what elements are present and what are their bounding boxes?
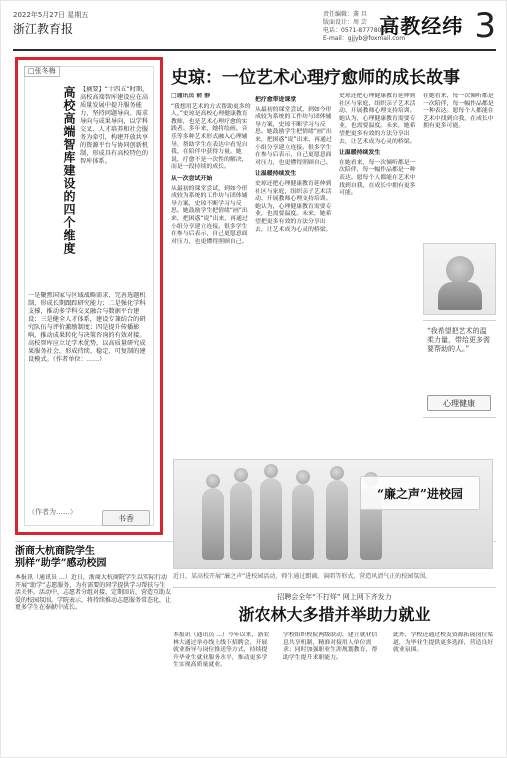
page-number: 3 [474,6,496,46]
masthead-right [376,6,496,49]
editor-line-4: E-mail：gjjyb@foxmail.com [323,35,406,42]
left-feature-stamp-text: 书香 [118,513,134,523]
left-feature-title: 高校高端智库建设的四个维度 [62,86,76,255]
masthead-paper-name: 浙江教育报 [13,22,74,36]
photo-caption: 近日，某高校开展“廉之声”进校园活动，师生通过朗诵、演唱等形式，营造风清气正的校园氛围。 [173,573,432,580]
left-feature-footer-note: （作者为……） [28,508,77,516]
main-col-2-text-2: 史琼还把心理健康教育延伸到社区与家庭，组织亲子艺术活动、开展教师心理支持培训。她认为，心理健康教育需要专业，也需要温度。未来，她希望把更多有效的方法分享出去，让艺术成为心灵的桥梁。 [255,180,332,233]
lower-right-col-3: 此外，学校还通过校友资源拓展岗位渠道，为毕业生提供更多选择，营造良好就业氛围。 [393,632,494,654]
portrait-image [423,243,496,315]
lower-right-kicker: 招聘会全年“不打烊” 网上网下齐发力 [277,593,392,601]
main-col-3-text: 史琼还把心理健康教育延伸到社区与家庭，组织亲子艺术活动、开展教师心理支持培训。她认为，心理健康教育需要专业，也需要温度。未来，她希望把更多有效的方法分享出去，让艺术成为心灵的桥梁。 [339,93,416,145]
left-feature-author-tag: □张冬梅 [24,66,60,77]
pull-quote-text: “我希望把艺术的温柔力量，带给更多需要帮助的人。” [427,327,490,353]
person-silhouette [202,488,224,560]
main-col-3-text-2: 在她看来，每一次倾听都是一次陪伴，每一幅作品都是一种表达。愿每个人都能在艺术中找到自我，在成长中拥有更多可能。 [339,159,416,197]
main-subhead-2: 把疗愈带进课堂 [255,97,297,103]
editor-line-1: 责任编辑：龚 旦 [323,11,367,18]
main-subhead-1: 从一次尝试开始 [171,175,213,182]
event-photo [173,459,493,569]
main-col-3 [339,93,419,427]
main-col-2-text: 从最初的课堂尝试，到如今形成较为系统的工作坊与团体辅导方案，史琼不断学习与反思。她鼓励学生把情绪“画”出来，把困惑“说”出来，再通过小组分享建立连接。很多学生在参与后表示，自己更愿意面对压力，也更懂得照顾自己。 [255,106,332,166]
main-article-headline: 史琼：一位艺术心理疗愈师的成长故事 [171,68,460,88]
main-col-1-text: “我想用艺术的方式帮助更多的人。”史琼是高校心理健康教育教师，也是艺术心理疗愈的实践者。多年来，她将绘画、音乐等多种艺术形式融入心理辅导，帮助学生在表达中看见自我、在陪伴中获得力量。她说，疗愈不是一次性的解决，而是一段持续的成长。 [171,103,251,171]
lower-right-headline: 浙农林大多措并举助力就业 [238,605,431,624]
lower-left-title [15,546,171,570]
editor-line-3: 电话：0571-87778082 [323,27,389,34]
left-feature-intro: 【摘要】“十四五”时期，高校高端智库建设应在高质量发展中提升服务能力，坚持问题导向、需求导向与成果导向，以学科交叉、人才培养和社会服务为牵引，构建开放共享的资源平台与协同创新机制，形成具有高校特色的智库体系。 [80,86,149,165]
lower-left-story [15,546,171,751]
left-feature-stamp [102,510,150,526]
editor-line-2: 版面设计：周 芸 [323,19,367,26]
portrait-face [446,256,474,284]
left-feature-footer [28,508,150,526]
person-silhouette [230,482,252,560]
left-feature-top [24,66,154,84]
main-col-1 [171,93,251,427]
pull-quote [423,320,496,418]
pull-quote-badge-text: 心理健康 [443,398,475,408]
left-feature-body: 一是聚焦国家与区域战略需求，完善选题机制，形成长期跟踪研究能力；二是强化学科支撑，推动多学科交叉融合与数据平台建设；三是健全人才体系，建设专兼结合的研究队伍与评价激励制度；四是提升传播影响，推动成果转化与决策咨询的有效对接。高校智库应立足学术优势，以高质量研究成果服务社会，形成持续、稳定、可复制的建设模式。（作者单位：……） [28,292,146,363]
masthead [13,6,496,51]
lower-left-text: 本报讯（通讯员 …）近日，浙商大杭商院学生以实际行动开展“助学”志愿服务，为有需要的同学提供学习帮扶与生活关怀。活动中，志愿者分组对接、定期回访，营造互助友爱的校园氛围。学院表示，将持续推动志愿服务常态化，让更多学生在奉献中成长。 [15,574,171,612]
main-col-2 [255,93,335,427]
person-silhouette [260,478,282,560]
person-silhouette [292,484,314,560]
masthead-left [13,11,183,49]
lower-left-title-line-2: 别样“助学”感动校园 [15,558,107,569]
pull-quote-badge [427,395,491,411]
photo-overlay-title: “廉之声”进校园 [360,476,480,510]
person-silhouette [326,480,348,560]
main-col-1-text-2: 从最初的课堂尝试，到如今形成较为系统的工作坊与团体辅导方案，史琼不断学习与反思。她鼓励学生把情绪“画”出来，把困惑“说”出来，再通过小组分享建立连接。很多学生在参与后表示，自己更愿意面对压力，也更懂得照顾自己。 [171,185,248,245]
portrait-body [438,282,482,310]
main-article-body [171,93,496,427]
main-col-4-text: 在她看来，每一次倾听都是一次陪伴，每一幅作品都是一种表达。愿每个人都能在艺术中找到自我，在成长中拥有更多可能。 [423,93,494,130]
main-byline: □通讯员 俞 静 [171,93,211,99]
lower-right-col-2: 学校组织校院两级联动，建立就业信息共享机制，精准对接用人单位需求；同时加强职业生涯规划教育，帮助学生提升求职能力。 [283,632,378,661]
lower-right-col-1: 本报讯（通讯员 …）今年以来，浙农林大通过举办线上线下招聘会、开展就业指导与岗位推送等方式，持续提升毕业生就业服务水平，推动更多学生实现高质量就业。 [173,632,270,669]
highlighted-left-feature [15,57,163,535]
main-subhead-3b: 让温暖持续发生 [339,150,381,157]
lower-right-story [173,587,496,751]
section-title: 高教经纬 [379,14,464,38]
lower-right-columns [173,632,496,750]
masthead-date: 2022年5月27日 星期五 [13,11,89,19]
lower-left-title-line-1: 浙商大杭商院学生 [15,546,95,557]
main-subhead-3: 让温暖持续发生 [255,171,297,178]
